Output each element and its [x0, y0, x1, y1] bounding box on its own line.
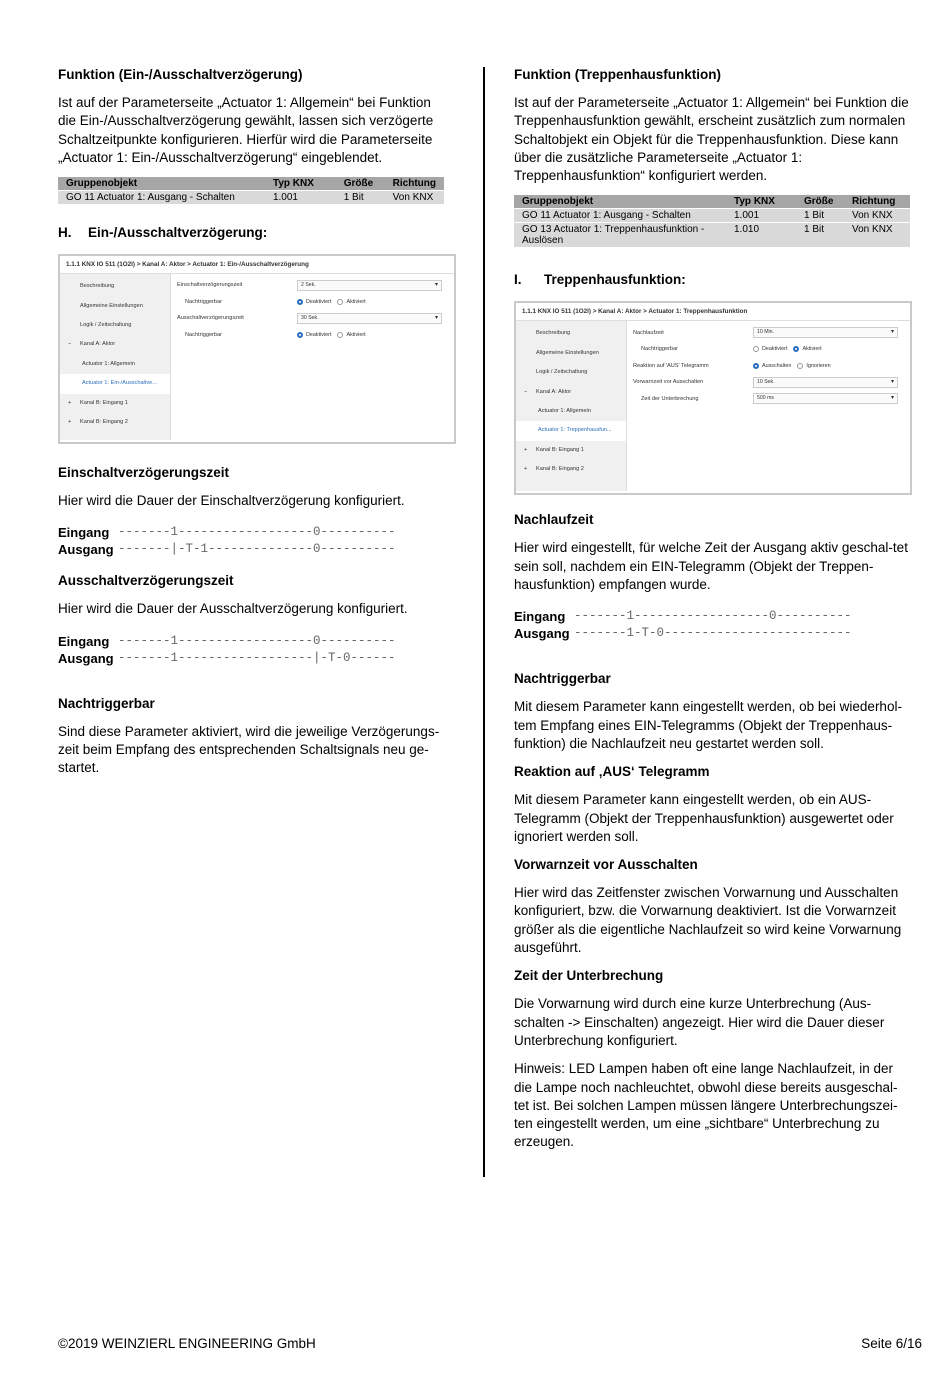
radio-checked-icon [753, 363, 759, 369]
param-label: Nachlaufzeit [633, 329, 664, 336]
param-dropdown: 30 Sek. ▾ [297, 313, 442, 324]
table-cell: 1 Bit [796, 209, 844, 223]
group-object-table [58, 177, 444, 205]
nav-item: Allgemeine Einstellungen [80, 302, 143, 309]
table-header: Gruppenobjekt [514, 195, 726, 209]
collapse-icon: − [524, 388, 528, 395]
table-cell: Von KNX [844, 223, 910, 248]
group-object-table [514, 195, 910, 248]
screenshot-treppenhausfunktion [514, 301, 912, 495]
table-row [58, 191, 444, 205]
nav-item: Beschreibung [536, 330, 571, 337]
radio-label: Aktiviert [802, 346, 822, 353]
timing-label: Ausgang [514, 626, 570, 642]
timing-label: Eingang [58, 525, 110, 541]
heading-nachtriggerbar: Nachtriggerbar [514, 671, 611, 687]
nav-item [516, 383, 626, 402]
param-dropdown: 10 Min. ▾ [753, 327, 898, 338]
heading-nachlaufzeit: Nachlaufzeit [514, 512, 594, 528]
paragraph-intro: Ist auf der Parameterseite „Actuator 1: Allgemein“ bei Funktion die Treppenhausfunktion gewählt, erscheint zusätzlich zum normalen Schaltobjekt ein Objekt für die Treppenhausfunktion. Diese kann über die zusätzliche Parameterseite „Actuator 1: Treppenhausfunktion“ konfiguriert werden. [514, 95, 909, 184]
heading-nachtriggerbar: Nachtriggerbar [58, 695, 155, 711]
param-label: Nachtriggerbar [185, 298, 222, 305]
param-dropdown: 10 Sek. ▾ [753, 377, 898, 388]
param-label: Einschaltverzögerungszeit [177, 282, 243, 289]
param-label: Nachtriggerbar [185, 331, 222, 338]
table-row [514, 223, 910, 248]
radio-label: Deaktiviert [306, 298, 332, 305]
nav-item: Actuator 1: Allgemein [82, 360, 135, 367]
param-label: Zeit der Unterbrechung [641, 395, 699, 402]
timing-sequence: -------1------------------|-T-0------ [118, 650, 396, 665]
timing-diagram-off-delay [58, 633, 444, 667]
nav-item-selected: Actuator 1: Ein-/Ausschaltve... [60, 374, 170, 393]
paragraph: Mit diesem Parameter kann eingestellt werden, ob ein AUS-Telegramm (Objekt der Treppenhausfunktion) ausgewertet oder ignoriert werden soll. [514, 792, 894, 844]
radio-unchecked-icon [337, 299, 343, 305]
screenshot-nav [516, 321, 627, 491]
heading-ein-ausschaltverzoegerung: Funktion (Ein-/Ausschaltverzögerung) [58, 67, 303, 82]
section-title: Treppenhausfunktion: [544, 272, 686, 288]
timing-sequence: -------1-T-0------------------------- [574, 626, 852, 641]
timing-sequence: -------1------------------0---------- [118, 525, 396, 540]
paragraph-intro: Ist auf der Parameterseite „Actuator 1: Allgemein“ bei Funktion die Ein-/Ausschaltverzögerung gewählt, lassen sich verzögerte Schaltzeitpunkte konfigurieren. Hierfür wird die Parameterseite „Actuator 1: Ein-/Ausschaltverzögerung“ eingeblendet. [58, 95, 434, 165]
heading-einschaltverzoegerungszeit: Einschaltverzögerungszeit [58, 465, 230, 481]
timing-diagram-runtime [514, 608, 910, 642]
footer-copyright: ©2019 WEINZIERL ENGINEERING GmbH [58, 1336, 316, 1351]
table-cell: GO 13 Actuator 1: Treppenhausfunktion - Auslösen [514, 223, 726, 248]
nav-item: Logik / Zeitschaltung [80, 321, 132, 328]
timing-label: Ausgang [58, 542, 114, 558]
expand-icon: + [524, 446, 528, 453]
table-cell: GO 11 Actuator 1: Ausgang - Schalten [514, 209, 726, 223]
table-cell: Von KNX [385, 191, 444, 205]
section-heading-h [58, 225, 444, 240]
timing-sequence: -------1------------------0---------- [118, 633, 396, 648]
timing-label: Eingang [514, 609, 566, 625]
radio-unchecked-icon [797, 363, 803, 369]
param-label: Vorwarnzeit vor Ausschalten [633, 379, 704, 386]
table-cell: 1.001 [726, 209, 796, 223]
timing-label: Eingang [58, 633, 110, 649]
collapse-icon: − [68, 341, 72, 348]
heading-treppenhausfunktion: Funktion (Treppenhausfunktion) [514, 67, 721, 82]
nav-item [516, 460, 626, 479]
expand-icon: + [68, 399, 72, 406]
radio-option [297, 332, 331, 338]
expand-icon: + [68, 418, 72, 425]
radio-checked-icon [793, 346, 799, 352]
screenshot-params [171, 274, 454, 440]
param-label: Nachtriggerbar [641, 346, 678, 353]
nav-item-label: Kanal A: Aktor [80, 341, 116, 348]
table-header: Typ KNX [265, 177, 336, 191]
nav-item-label: Kanal B: Eingang 2 [536, 466, 584, 473]
param-dropdown: 2 Sek. ▾ [297, 280, 442, 291]
table-cell: 1 Bit [796, 223, 844, 248]
table-cell: 1.010 [726, 223, 796, 248]
paragraph: Hier wird die Dauer der Ausschaltverzögerung konfiguriert. [58, 601, 408, 617]
left-column [58, 62, 444, 778]
nav-item-label: Kanal B: Eingang 1 [536, 446, 584, 453]
radio-label: Deaktiviert [306, 331, 332, 338]
radio-label: Deaktiviert [762, 346, 788, 353]
timing-sequence: -------|-T-1--------------0---------- [118, 542, 396, 557]
nav-item-label: Kanal B: Eingang 2 [80, 418, 128, 425]
screenshot-params [627, 321, 910, 491]
nav-item [60, 394, 170, 413]
radio-option [337, 299, 365, 305]
screenshot-ein-ausschaltverzoegerung [58, 254, 456, 444]
nav-item [516, 441, 626, 460]
heading-zeit-der-unterbrechung: Zeit der Unterbrechung [514, 968, 664, 984]
heading-vorwarnzeit: Vorwarnzeit vor Ausschalten [514, 857, 698, 873]
paragraph-hinweis: Hinweis: LED Lampen haben oft eine lange Nachlaufzeit, in der die Lampe noch nachleuchtet, obwohl diese bereits ausgeschal-tet ist. Bei solchen Lampen müssen längere Unterbrechungszei-ten eingestellt werden, um eine „sichtbare“ Unterbrechung zu erzeugen. [514, 1061, 898, 1150]
paragraph: Hier wird die Dauer der Einschaltverzögerung konfiguriert. [58, 493, 405, 509]
radio-option [337, 332, 365, 338]
radio-option [753, 363, 791, 369]
screenshot-nav [60, 274, 171, 440]
param-label: Reaktion auf 'AUS' Telegramm [633, 362, 709, 369]
paragraph: Hier wird eingestellt, für welche Zeit der Ausgang aktiv geschal-tet sein soll, nachdem ein EIN-Telegramm (Objekt der Treppen-hausfunktion) empfangen wurde. [514, 540, 908, 593]
nav-item-label: Kanal B: Eingang 1 [80, 399, 128, 406]
right-column [514, 62, 910, 1152]
table-header: Größe [336, 177, 385, 191]
nav-item-label: Kanal A: Aktor [536, 388, 572, 395]
radio-label: Ignorieren [806, 362, 831, 369]
section-number: H. [58, 225, 72, 241]
nav-item [60, 413, 170, 432]
param-label: Ausschaltverzögerungszeit [177, 315, 244, 322]
timing-label: Ausgang [58, 650, 114, 666]
expand-icon: + [524, 466, 528, 473]
radio-option [297, 299, 331, 305]
radio-unchecked-icon [337, 332, 343, 338]
table-header: Größe [796, 195, 844, 209]
radio-option [753, 346, 787, 352]
section-heading-i [514, 272, 910, 287]
nav-item [60, 335, 170, 354]
table-cell: 1 Bit [336, 191, 385, 205]
paragraph: Sind diese Parameter aktiviert, wird die jeweilige Verzögerungs-zeit beim Empfang des entsprechenden Schaltsignals neu ge-startet. [58, 723, 440, 776]
nav-item-selected: Actuator 1: Treppenhausfun... [516, 421, 626, 440]
footer-page-number: Seite 6/16 [861, 1336, 922, 1351]
timing-diagram-on-delay [58, 524, 444, 558]
paragraph: Mit diesem Parameter kann eingestellt werden, ob bei wiederhol-tem Empfang eines EIN-Telegramms (Objekt der Treppenhaus-funktion) die Nachlaufzeit neu gestartet werden soll. [514, 699, 902, 751]
radio-label: Aktiviert [346, 331, 366, 338]
table-header: Gruppenobjekt [58, 177, 265, 191]
radio-checked-icon [297, 299, 303, 305]
table-header: Typ KNX [726, 195, 796, 209]
section-number: I. [514, 272, 522, 288]
table-header: Richtung [844, 195, 910, 209]
radio-unchecked-icon [753, 346, 759, 352]
radio-option [797, 363, 830, 369]
timing-sequence: -------1------------------0---------- [574, 609, 852, 624]
radio-label: Ausschalten [762, 362, 792, 369]
table-cell: GO 11 Actuator 1: Ausgang - Schalten [58, 191, 265, 205]
paragraph: Die Vorwarnung wird durch eine kurze Unterbrechung (Aus-schalten -> Einschalten) angezeigt. Hier wird die Dauer dieser Unterbrechung konfiguriert. [514, 996, 885, 1048]
paragraph: Hier wird das Zeitfenster zwischen Vorwarnung und Ausschalten konfiguriert, bzw. die Vorwarnung deaktiviert. Ist die Vorwarnzeit größer als die eigentliche Nachlaufzeit so wird keine Vorwarnung ausgeführt. [514, 885, 902, 956]
nav-item: Actuator 1: Allgemein [538, 408, 591, 415]
nav-item: Beschreibung [80, 283, 115, 290]
radio-option [793, 346, 821, 352]
heading-ausschaltverzoegerungszeit: Ausschaltverzögerungszeit [58, 573, 234, 589]
radio-label: Aktiviert [346, 298, 366, 305]
table-row [514, 209, 910, 223]
section-title: Ein-/Ausschaltverzögerung: [88, 225, 268, 241]
table-header: Richtung [385, 177, 444, 191]
screenshot-title: 1.1.1 KNX IO 511 (1O2I) > Kanal A: Aktor > Actuator 1: Treppenhausfunktion [516, 303, 910, 321]
heading-reaktion-aus-telegramm: Reaktion auf ‚AUS‘ Telegramm [514, 764, 710, 780]
screenshot-title: 1.1.1 KNX IO 511 (1O2I) > Kanal A: Aktor > Actuator 1: Ein-/Ausschaltverzögerung [60, 256, 454, 274]
table-cell: Von KNX [844, 209, 910, 223]
table-cell: 1.001 [265, 191, 336, 205]
nav-item: Allgemeine Einstellungen [536, 349, 599, 356]
radio-checked-icon [297, 332, 303, 338]
column-divider [483, 67, 485, 1177]
nav-item: Logik / Zeitschaltung [536, 369, 588, 376]
param-dropdown: 500 ms ▾ [753, 393, 898, 404]
